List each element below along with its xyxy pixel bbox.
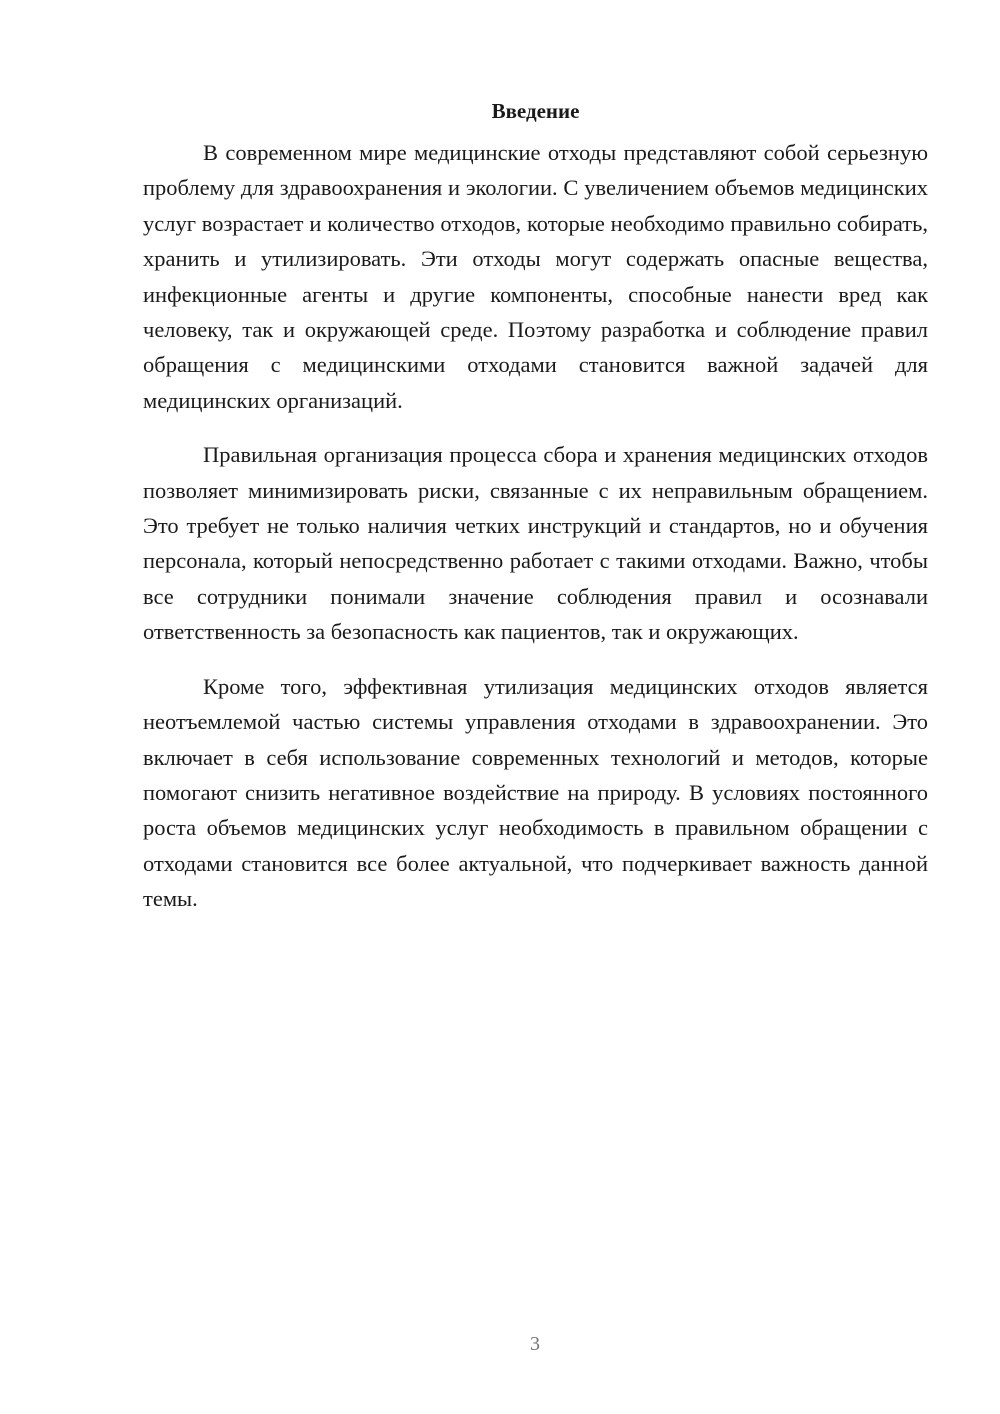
paragraph-3: Кроме того, эффективная утилизация медицинских отходов является неотъемлемой частью системы управления отходами в здравоохранении. Это включает в себя использование современных технологий и методов, которые помогают снизить негативное воздействие на природу. В условиях постоянного роста объемов медицинских услуг необходимость в правильном обращении с отходами становится все более актуальной, что подчеркивает важность данной темы. [143,673,928,912]
page-number: 3 [530,1333,540,1355]
paragraph-2: Правильная организация процесса сбора и хранения медицинских отходов позволяет минимизировать риски, связанные с их неправильным обращением. Это требует не только наличия четких инструкций и стандартов, но и обучения персонала, который непосредственно работает с такими отходами. Важно, чтобы все сотрудники понимали значение соблюдения правил и осознавали ответственность за безопасность как пациентов, так и окружающих. [143,442,928,645]
section-heading: Введение [491,99,580,123]
page-content [143,96,928,936]
paragraph-1: В современном мире медицинские отходы представляют собой серьезную проблему для здравоохранения и экологии. С увеличением объемов медицинских услуг возрастает и количество отходов, которые необходимо правильно собирать, хранить и утилизировать. Эти отходы могут содержать опасные вещества, инфекционные агенты и другие компоненты, способные нанести вред как человеку, так и окружающей среде. Поэтому разработка и соблюдение правил обращения с медицинскими отходами становится важной задачей для медицинских организаций. [143,140,928,413]
